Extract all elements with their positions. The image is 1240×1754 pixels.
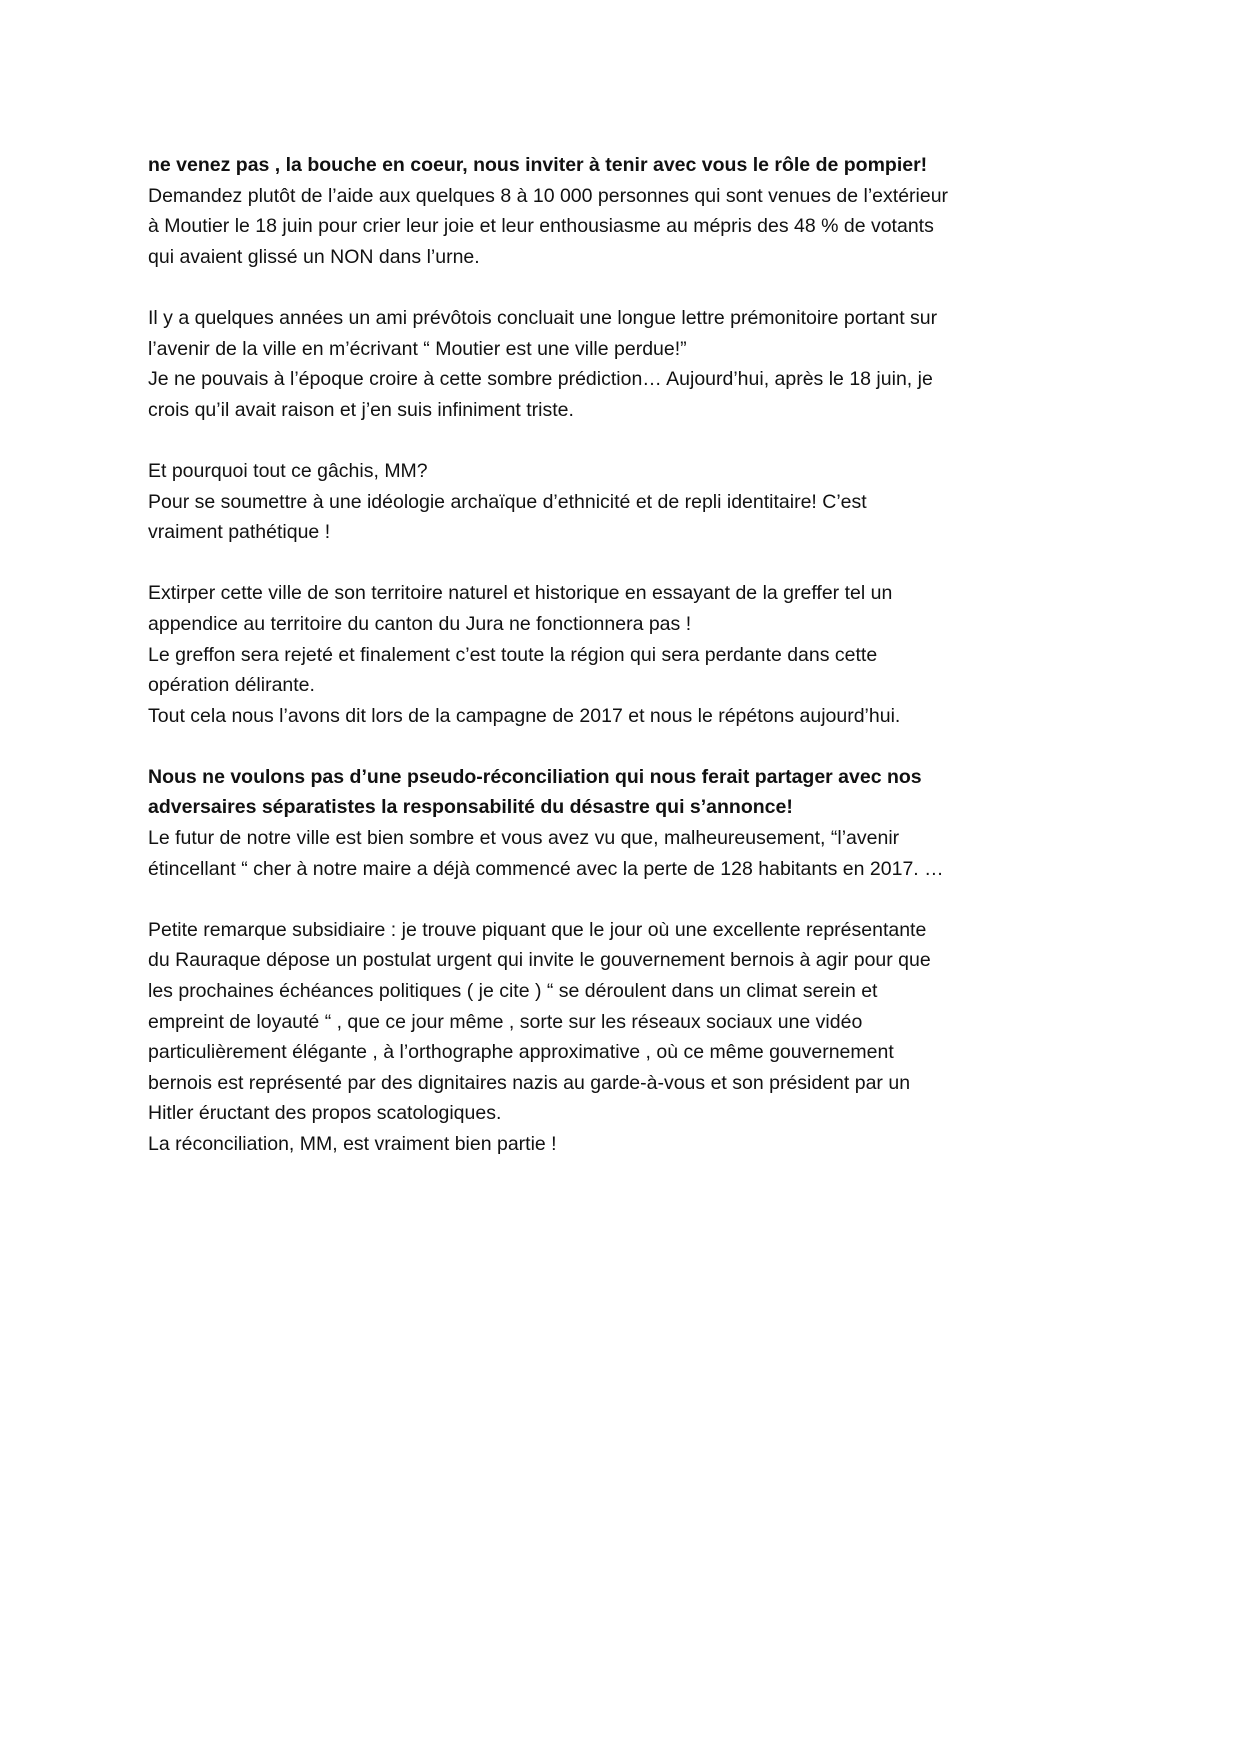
text-line: Petite remarque subsidiaire : je trouve piquant que le jour où une excellente représentante [148, 918, 927, 941]
text-line: l’avenir de la ville en m’écrivant “ Moutier est une ville perdue!” [148, 337, 687, 360]
paragraph-spacer [148, 884, 1108, 915]
bold-text-line: adversaires séparatistes la responsabilité du désastre qui s’annonce! [148, 796, 793, 819]
text-line: Hitler éructant des propos scatologiques. [148, 1102, 502, 1125]
text-line: Il y a quelques années un ami prévôtois concluait une longue lettre prémonitoire portant sur [148, 306, 938, 329]
paragraph [148, 303, 1108, 425]
text-line: étincellant “ cher à notre maire a déjà commencé avec la perte de 128 habitants en 2017. … [148, 857, 944, 880]
text-line: les prochaines échéances politiques ( je cite ) “ se déroulent dans un climat serein et [148, 980, 878, 1003]
paragraph [148, 456, 1108, 548]
text-line: empreint de loyauté “ , que ce jour même , sorte sur les réseaux sociaux une vidéo [148, 1010, 863, 1033]
text-line: à Moutier le 18 juin pour crier leur joie et leur enthousiasme au mépris des 48 % de votants [148, 215, 934, 238]
text-line: opération délirante. [148, 674, 315, 697]
text-line: Tout cela nous l’avons dit lors de la campagne de 2017 et nous le répétons aujourd’hui. [148, 704, 901, 727]
text-line: crois qu’il avait raison et j’en suis infiniment triste. [148, 398, 574, 421]
text-line: qui avaient glissé un NON dans l’urne. [148, 245, 480, 268]
paragraph [148, 915, 1108, 1160]
letter-body [148, 150, 1108, 1160]
text-line: appendice au territoire du canton du Jura ne fonctionnera pas ! [148, 612, 692, 635]
text-line: La réconciliation, MM, est vraiment bien partie ! [148, 1133, 557, 1155]
paragraph-spacer [148, 548, 1108, 579]
text-line: vraiment pathétique ! [148, 521, 331, 544]
text-line: bernois est représenté par des dignitaires nazis au garde-à-vous et son président par un [148, 1071, 911, 1094]
text-line: Extirper cette ville de son territoire naturel et historique en essayant de la greffer tel un [148, 582, 893, 605]
text-line: Le greffon sera rejeté et finalement c’est toute la région qui sera perdante dans cette [148, 643, 878, 666]
text-line: Je ne pouvais à l’époque croire à cette sombre prédiction… Aujourd’hui, après le 18 juin, je [148, 368, 933, 391]
paragraph [148, 578, 1108, 731]
text-line: particulièrement élégante , à l’orthographe approximative , où ce même gouvernement [148, 1041, 894, 1064]
paragraph-spacer [148, 272, 1108, 303]
paragraph-spacer [148, 731, 1108, 762]
text-line: Et pourquoi tout ce gâchis, MM? [148, 459, 428, 482]
paragraph-spacer [148, 425, 1108, 456]
text-line: Demandez plutôt de l’aide aux quelques 8 à 10 000 personnes qui sont venues de l’extérieur [148, 184, 949, 207]
paragraph [148, 762, 1108, 884]
paragraph [148, 150, 1108, 272]
text-line: du Rauraque dépose un postulat urgent qui invite le gouvernement bernois à agir pour que [148, 949, 931, 972]
text-line: Pour se soumettre à une idéologie archaïque d’ethnicité et de repli identitaire! C’est [148, 490, 867, 513]
bold-text-line: ne venez pas , la bouche en coeur, nous inviter à tenir avec vous le rôle de pompier! [148, 154, 928, 176]
bold-text-line: Nous ne voulons pas d’une pseudo-réconciliation qui nous ferait partager avec nos [148, 765, 922, 788]
text-line: Le futur de notre ville est bien sombre et vous avez vu que, malheureusement, “l’avenir [148, 827, 900, 850]
